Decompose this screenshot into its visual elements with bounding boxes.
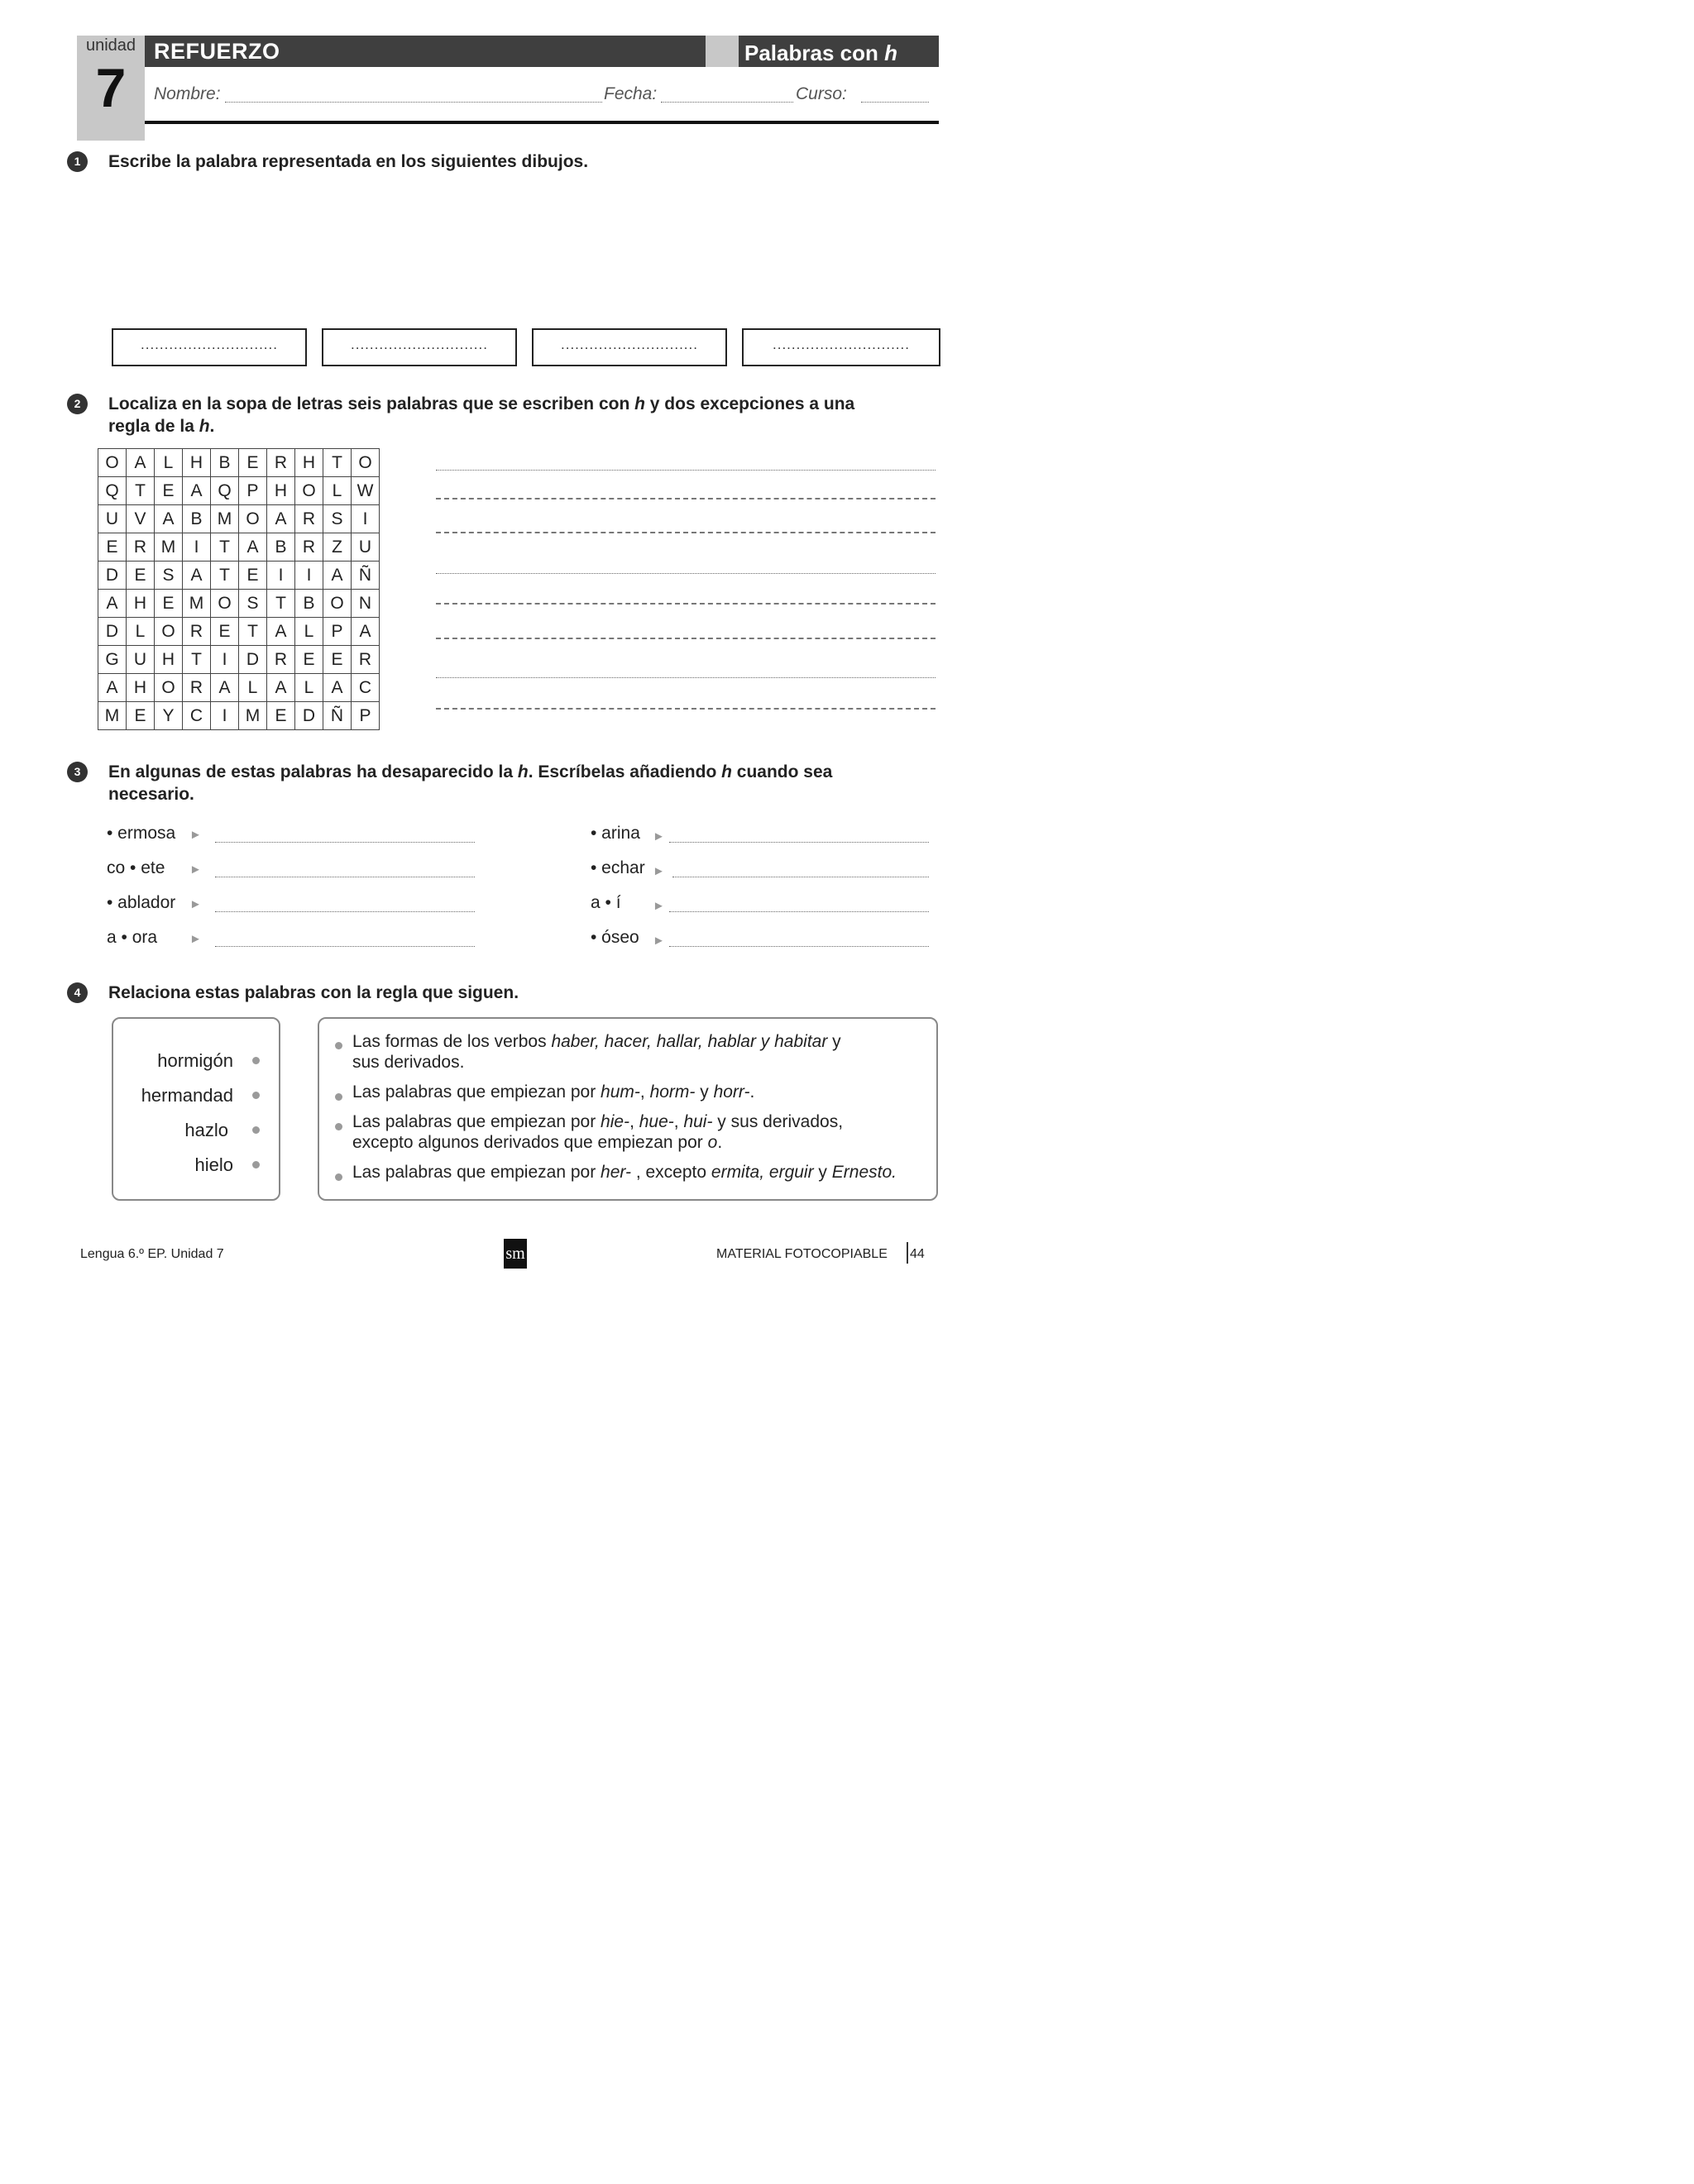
rule-4 bbox=[352, 1162, 923, 1183]
instruction-text: y dos excepciones a una bbox=[644, 394, 855, 413]
grid-cell[interactable]: E bbox=[323, 646, 352, 674]
grid-cell[interactable]: M bbox=[155, 533, 183, 562]
grid-cell[interactable]: M bbox=[98, 702, 127, 730]
rule-text-italic: hum- bbox=[601, 1082, 640, 1102]
grid-cell[interactable]: E bbox=[155, 477, 183, 505]
arrow-right-icon: ► bbox=[189, 897, 202, 911]
word-answer-line-6[interactable] bbox=[436, 638, 936, 639]
grid-cell[interactable]: Ñ bbox=[352, 562, 380, 590]
grid-cell[interactable]: R bbox=[267, 449, 295, 477]
grid-cell[interactable]: R bbox=[295, 505, 323, 533]
grid-cell[interactable]: P bbox=[352, 702, 380, 730]
arrow-right-icon: ► bbox=[653, 934, 665, 948]
rule-text: sus derivados. bbox=[352, 1053, 465, 1072]
word-answer-line-5[interactable] bbox=[436, 603, 936, 605]
page-topic bbox=[744, 41, 897, 66]
grid-cell[interactable]: T bbox=[183, 646, 211, 674]
grid-cell[interactable]: R bbox=[127, 533, 155, 562]
rule-text: , bbox=[673, 1112, 684, 1131]
grid-row bbox=[98, 449, 380, 477]
grid-cell[interactable]: T bbox=[211, 533, 239, 562]
topic-prefix: Palabras con bbox=[744, 41, 885, 65]
word-answer-line-7[interactable] bbox=[436, 677, 936, 678]
grid-cell[interactable]: R bbox=[267, 646, 295, 674]
grid-cell[interactable]: H bbox=[127, 674, 155, 702]
grid-cell[interactable]: V bbox=[127, 505, 155, 533]
name-label: Nombre: bbox=[154, 84, 221, 103]
rule-text-italic: her- bbox=[601, 1163, 631, 1182]
grid-row bbox=[98, 477, 380, 505]
grid-cell[interactable]: O bbox=[239, 505, 267, 533]
grid-cell[interactable]: R bbox=[295, 533, 323, 562]
connect-dot-rule-2[interactable] bbox=[335, 1093, 342, 1101]
grid-cell[interactable]: O bbox=[211, 590, 239, 618]
unit-label: unidad bbox=[85, 36, 136, 55]
grid-cell[interactable]: A bbox=[98, 590, 127, 618]
rule-text: Las formas de los verbos bbox=[352, 1032, 552, 1051]
picture-answer-box-2[interactable]: ............................. bbox=[322, 328, 517, 366]
relate-word-2: hermandad bbox=[141, 1085, 233, 1106]
date-field[interactable] bbox=[661, 102, 793, 103]
grid-cell[interactable]: I bbox=[352, 505, 380, 533]
grid-cell[interactable]: T bbox=[127, 477, 155, 505]
page-number: 44 bbox=[910, 1247, 925, 1261]
grid-cell[interactable]: T bbox=[211, 562, 239, 590]
grid-cell[interactable]: C bbox=[352, 674, 380, 702]
grid-cell[interactable]: T bbox=[323, 449, 352, 477]
word-answer-line-1[interactable] bbox=[436, 470, 936, 471]
missing-h-word-1: • ermosa bbox=[107, 824, 176, 843]
grid-cell[interactable]: H bbox=[127, 590, 155, 618]
answer-line-left-4[interactable] bbox=[215, 946, 475, 947]
grid-row bbox=[98, 618, 380, 646]
picture-answer-box-1[interactable]: ............................. bbox=[112, 328, 307, 366]
grid-cell[interactable]: O bbox=[323, 590, 352, 618]
arrow-right-icon: ► bbox=[653, 829, 665, 843]
exercise-2-number: 2 bbox=[67, 394, 88, 414]
missing-h-word-5: • arina bbox=[591, 824, 640, 843]
grid-cell[interactable]: A bbox=[98, 674, 127, 702]
exercise-3-instruction bbox=[108, 761, 936, 805]
grid-cell[interactable]: P bbox=[239, 477, 267, 505]
grid-cell[interactable]: C bbox=[183, 702, 211, 730]
course-field[interactable] bbox=[861, 102, 929, 103]
answer-line-right-1[interactable] bbox=[669, 842, 929, 843]
connect-dot-word-1[interactable] bbox=[252, 1057, 260, 1064]
arrow-right-icon: ► bbox=[653, 899, 665, 913]
grid-cell[interactable]: I bbox=[211, 646, 239, 674]
rule-text: , bbox=[629, 1112, 639, 1131]
exercise-4-instruction: Relaciona estas palabras con la regla que siguen. bbox=[108, 983, 519, 1002]
grid-cell[interactable]: A bbox=[239, 533, 267, 562]
grid-cell[interactable]: O bbox=[352, 449, 380, 477]
answer-line-right-4[interactable] bbox=[669, 946, 929, 947]
rule-text: Las palabras que empiezan por bbox=[352, 1112, 601, 1131]
grid-row bbox=[98, 590, 380, 618]
picture-answer-box-3[interactable]: ............................. bbox=[532, 328, 727, 366]
relate-word-3: hazlo bbox=[184, 1120, 228, 1140]
grid-cell[interactable]: D bbox=[239, 646, 267, 674]
instruction-text: . Escríbelas añadiendo bbox=[528, 762, 722, 781]
missing-h-word-6: • echar bbox=[591, 858, 645, 877]
rule-text: Las palabras que empiezan por bbox=[352, 1163, 601, 1182]
exercise-4-number: 4 bbox=[67, 982, 88, 1003]
grid-cell[interactable]: U bbox=[127, 646, 155, 674]
rule-text-italic: o bbox=[707, 1133, 718, 1152]
grid-cell[interactable]: W bbox=[352, 477, 380, 505]
grid-cell[interactable]: H bbox=[295, 449, 323, 477]
missing-h-word-8: • óseo bbox=[591, 928, 639, 947]
course-label: Curso: bbox=[796, 84, 847, 103]
name-field[interactable] bbox=[225, 102, 602, 103]
word-search-grid bbox=[98, 448, 380, 730]
rule-2 bbox=[352, 1082, 923, 1102]
grid-row bbox=[98, 702, 380, 730]
arrow-right-icon: ► bbox=[189, 828, 202, 842]
rule-text: excepto algunos derivados que empiezan por bbox=[352, 1133, 708, 1152]
grid-row bbox=[98, 674, 380, 702]
grid-cell[interactable]: A bbox=[183, 562, 211, 590]
grid-cell[interactable]: L bbox=[323, 477, 352, 505]
grid-cell[interactable]: G bbox=[98, 646, 127, 674]
unit-number: 7 bbox=[95, 57, 127, 118]
exercise-3-number: 3 bbox=[67, 762, 88, 782]
grid-cell[interactable]: I bbox=[211, 702, 239, 730]
grid-row bbox=[98, 505, 380, 533]
grid-cell[interactable]: A bbox=[267, 505, 295, 533]
grid-cell[interactable]: A bbox=[352, 618, 380, 646]
grid-cell[interactable]: L bbox=[239, 674, 267, 702]
rule-text: y bbox=[827, 1032, 841, 1051]
grid-cell[interactable]: O bbox=[98, 449, 127, 477]
instruction-letter: h bbox=[634, 394, 645, 413]
exercise-1-instruction: Escribe la palabra representada en los siguientes dibujos. bbox=[108, 152, 589, 171]
grid-cell[interactable]: S bbox=[239, 590, 267, 618]
grid-cell[interactable]: T bbox=[239, 618, 267, 646]
title-bar-separator bbox=[706, 36, 739, 67]
grid-cell[interactable]: Q bbox=[98, 477, 127, 505]
grid-row bbox=[98, 562, 380, 590]
grid-cell[interactable]: M bbox=[183, 590, 211, 618]
word-answer-line-4[interactable] bbox=[436, 573, 936, 574]
grid-cell[interactable]: L bbox=[295, 674, 323, 702]
grid-cell[interactable]: A bbox=[183, 477, 211, 505]
page-title: REFUERZO bbox=[154, 39, 280, 64]
missing-h-word-3: • ablador bbox=[107, 893, 176, 912]
instruction-text: regla de la bbox=[108, 417, 199, 436]
grid-cell[interactable]: N bbox=[352, 590, 380, 618]
instruction-letter: h bbox=[199, 417, 210, 436]
connect-dot-rule-3[interactable] bbox=[335, 1123, 342, 1130]
relate-word-4: hielo bbox=[194, 1154, 233, 1175]
connect-dot-rule-1[interactable] bbox=[335, 1042, 342, 1049]
grid-cell[interactable]: O bbox=[155, 618, 183, 646]
grid-cell[interactable]: M bbox=[239, 702, 267, 730]
word-answer-line-2[interactable] bbox=[436, 498, 936, 499]
grid-cell[interactable]: A bbox=[323, 562, 352, 590]
grid-cell[interactable]: I bbox=[183, 533, 211, 562]
exercise-2-instruction bbox=[108, 393, 936, 437]
grid-cell[interactable]: I bbox=[267, 562, 295, 590]
grid-cell[interactable]: E bbox=[295, 646, 323, 674]
grid-cell[interactable]: A bbox=[211, 674, 239, 702]
footer-book-info: Lengua 6.º EP. Unidad 7 bbox=[80, 1247, 224, 1261]
grid-cell[interactable]: D bbox=[98, 562, 127, 590]
rule-text: , bbox=[639, 1082, 650, 1102]
grid-cell[interactable]: Ñ bbox=[323, 702, 352, 730]
grid-cell[interactable]: A bbox=[267, 674, 295, 702]
rule-text: , excepto bbox=[631, 1163, 711, 1182]
grid-cell[interactable]: L bbox=[127, 618, 155, 646]
answer-line-left-3[interactable] bbox=[215, 911, 475, 912]
missing-h-word-7: a • í bbox=[591, 893, 621, 912]
rule-text-italic: hue- bbox=[639, 1112, 674, 1131]
grid-cell[interactable]: U bbox=[98, 505, 127, 533]
rule-text-italic: hie- bbox=[601, 1112, 630, 1131]
grid-cell[interactable]: M bbox=[211, 505, 239, 533]
grid-cell[interactable]: E bbox=[127, 562, 155, 590]
rule-text-italic: Ernesto. bbox=[831, 1163, 897, 1182]
grid-cell[interactable]: E bbox=[239, 562, 267, 590]
grid-cell[interactable]: S bbox=[323, 505, 352, 533]
grid-cell[interactable]: D bbox=[295, 702, 323, 730]
missing-h-word-2: co • ete bbox=[107, 858, 165, 877]
grid-cell[interactable]: B bbox=[211, 449, 239, 477]
publisher-logo: sm bbox=[504, 1239, 527, 1269]
grid-cell[interactable]: U bbox=[352, 533, 380, 562]
grid-cell[interactable]: P bbox=[323, 618, 352, 646]
grid-cell[interactable]: E bbox=[98, 533, 127, 562]
grid-cell[interactable]: L bbox=[295, 618, 323, 646]
rule-text: Las palabras que empiezan por bbox=[352, 1082, 601, 1102]
grid-cell[interactable]: R bbox=[183, 618, 211, 646]
rule-text: y sus derivados, bbox=[712, 1112, 844, 1131]
grid-cell[interactable]: E bbox=[267, 702, 295, 730]
topic-letter: h bbox=[884, 41, 897, 65]
rule-text: y bbox=[695, 1082, 714, 1102]
grid-cell[interactable]: A bbox=[155, 505, 183, 533]
grid-cell[interactable]: R bbox=[183, 674, 211, 702]
grid-cell[interactable]: H bbox=[155, 646, 183, 674]
instruction-text: cuando sea bbox=[731, 762, 833, 781]
grid-cell[interactable]: Y bbox=[155, 702, 183, 730]
answer-line-left-1[interactable] bbox=[215, 842, 475, 843]
answer-line-right-3[interactable] bbox=[669, 911, 929, 912]
grid-row bbox=[98, 646, 380, 674]
grid-cell[interactable]: H bbox=[267, 477, 295, 505]
rule-3 bbox=[352, 1111, 923, 1153]
rule-1 bbox=[352, 1031, 923, 1073]
grid-cell[interactable]: A bbox=[323, 674, 352, 702]
picture-answer-box-4[interactable]: ............................. bbox=[742, 328, 940, 366]
grid-cell[interactable]: L bbox=[155, 449, 183, 477]
grid-cell[interactable]: B bbox=[183, 505, 211, 533]
exercise-1-number: 1 bbox=[67, 151, 88, 172]
grid-cell[interactable]: S bbox=[155, 562, 183, 590]
grid-cell[interactable]: A bbox=[267, 618, 295, 646]
grid-cell[interactable]: E bbox=[127, 702, 155, 730]
connect-dot-word-4[interactable] bbox=[252, 1161, 260, 1168]
connect-dot-word-2[interactable] bbox=[252, 1092, 260, 1099]
grid-cell[interactable]: R bbox=[352, 646, 380, 674]
missing-h-word-4: a • ora bbox=[107, 928, 158, 947]
grid-cell[interactable]: Z bbox=[323, 533, 352, 562]
rule-text-italic: haber, hacer, hallar, hablar y habitar bbox=[551, 1032, 828, 1051]
grid-cell[interactable]: A bbox=[127, 449, 155, 477]
footer-photocopy-notice: MATERIAL FOTOCOPIABLE bbox=[716, 1247, 888, 1261]
rule-text: . bbox=[717, 1133, 723, 1152]
grid-cell[interactable]: B bbox=[267, 533, 295, 562]
instruction-text: En algunas de estas palabras ha desaparecido la bbox=[108, 762, 518, 781]
instruction-letter: h bbox=[517, 762, 529, 781]
arrow-right-icon: ► bbox=[653, 864, 665, 878]
grid-cell[interactable]: I bbox=[295, 562, 323, 590]
header-rule bbox=[145, 121, 939, 124]
word-answer-line-3[interactable] bbox=[436, 532, 936, 533]
grid-cell[interactable]: O bbox=[155, 674, 183, 702]
rule-text-italic: ermita, erguir bbox=[711, 1163, 814, 1182]
instruction-text: necesario. bbox=[108, 785, 194, 804]
grid-cell[interactable]: E bbox=[211, 618, 239, 646]
relate-word-1: hormigón bbox=[157, 1050, 233, 1071]
instruction-text: Localiza en la sopa de letras seis palabras que se escriben con bbox=[108, 394, 635, 413]
connect-dot-rule-4[interactable] bbox=[335, 1173, 342, 1181]
arrow-right-icon: ► bbox=[189, 863, 202, 877]
instruction-letter: h bbox=[721, 762, 732, 781]
grid-row bbox=[98, 533, 380, 562]
grid-cell[interactable]: Q bbox=[211, 477, 239, 505]
grid-cell[interactable]: E bbox=[239, 449, 267, 477]
grid-cell[interactable]: D bbox=[98, 618, 127, 646]
rule-text: y bbox=[813, 1163, 832, 1182]
rule-text-italic: horm- bbox=[649, 1082, 696, 1102]
grid-cell[interactable]: E bbox=[155, 590, 183, 618]
rule-text-italic: horr- bbox=[713, 1082, 750, 1102]
word-answer-line-8[interactable] bbox=[436, 708, 936, 710]
connect-dot-word-3[interactable] bbox=[252, 1126, 260, 1134]
grid-cell[interactable]: B bbox=[295, 590, 323, 618]
rule-text-italic: hui- bbox=[683, 1112, 713, 1131]
grid-cell[interactable]: T bbox=[267, 590, 295, 618]
grid-cell[interactable]: O bbox=[295, 477, 323, 505]
arrow-right-icon: ► bbox=[189, 932, 202, 946]
rule-text: . bbox=[749, 1082, 755, 1102]
instruction-text: . bbox=[209, 417, 215, 436]
page-number-mark bbox=[907, 1242, 908, 1264]
grid-cell[interactable]: H bbox=[183, 449, 211, 477]
date-label: Fecha: bbox=[604, 84, 658, 103]
